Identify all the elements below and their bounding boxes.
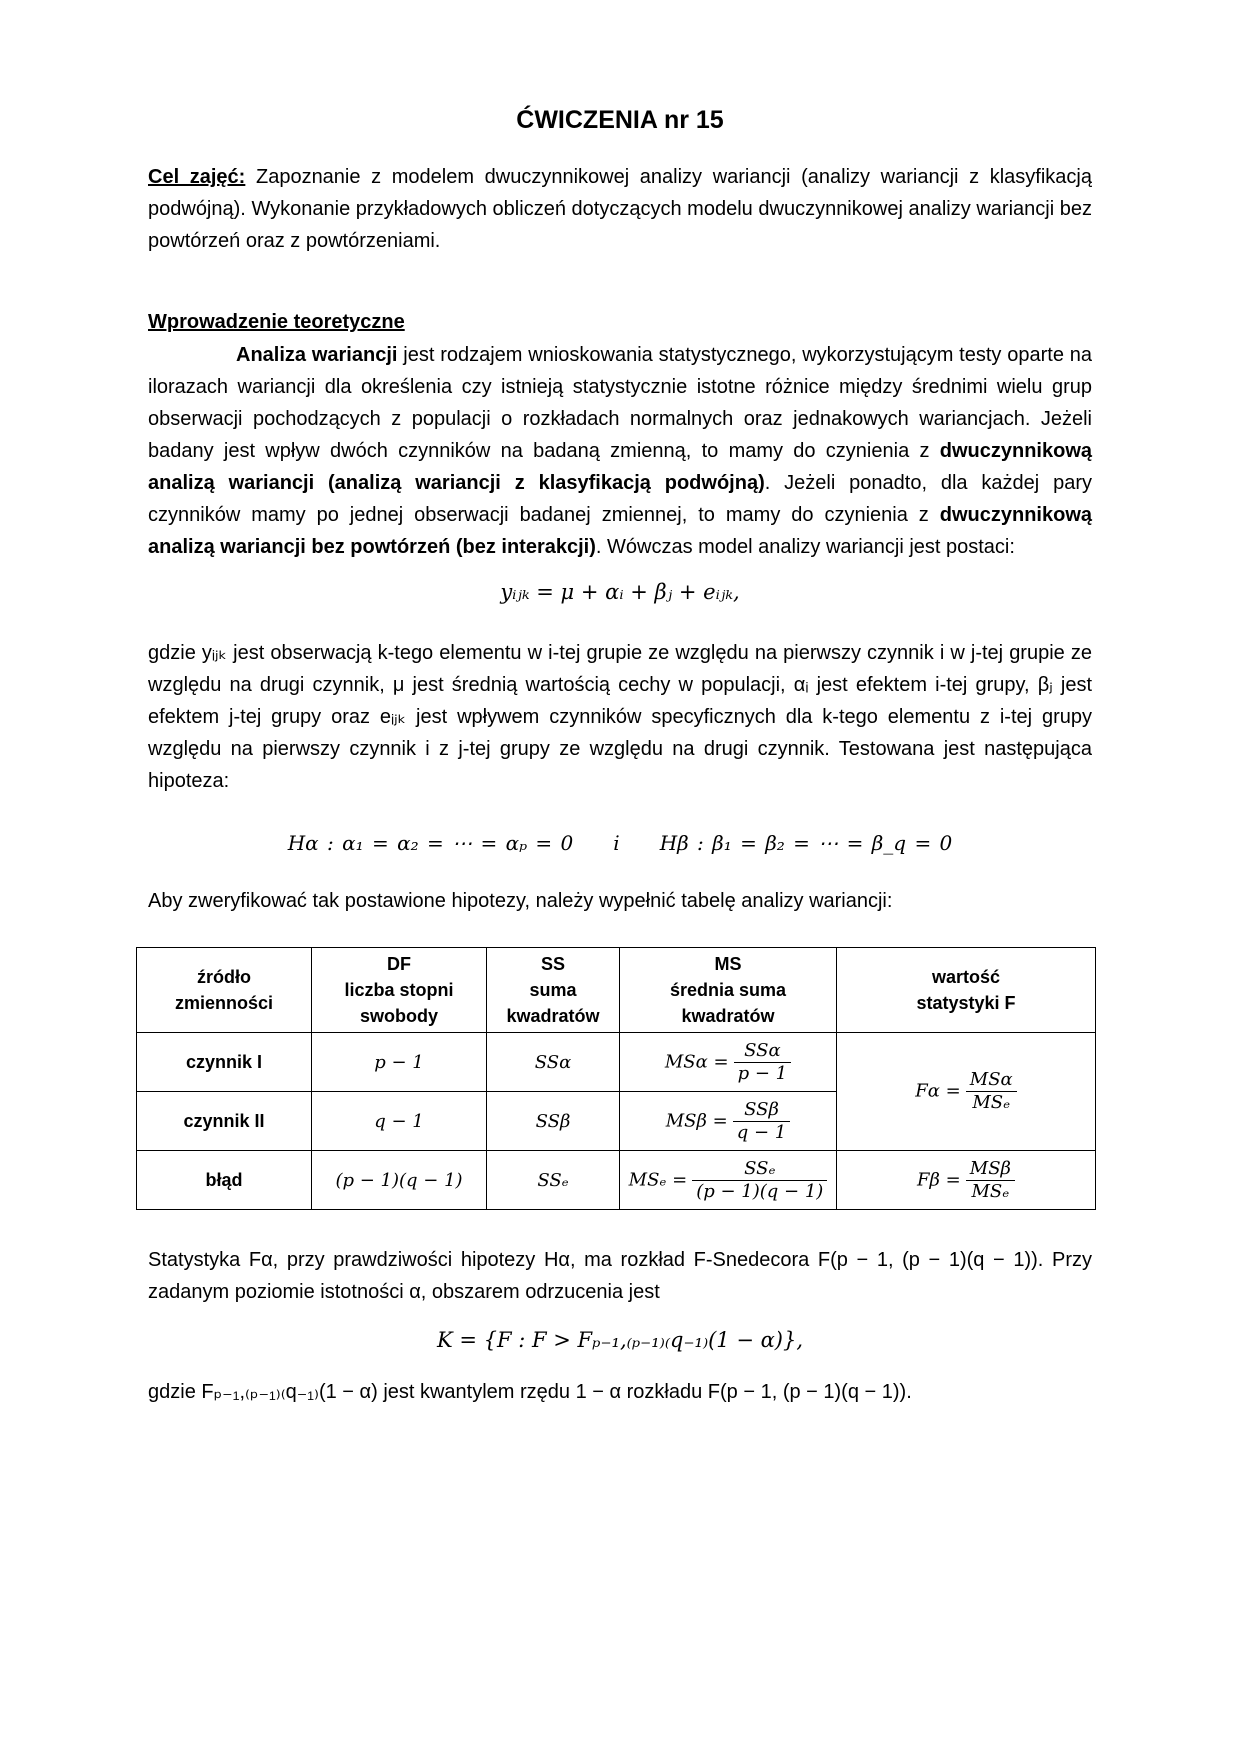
row-df: p − 1 <box>312 1033 487 1092</box>
row-source: błąd <box>137 1151 312 1210</box>
table-intro: Aby zweryfikować tak postawione hipotezy, należy wypełnić tabelę analizy wariancji: <box>148 890 893 912</box>
critical-region-formula: K = {F : F > Fₚ₋₁,₍ₚ₋₁₎₍q₋₁₎(1 − α)}, <box>436 1328 804 1352</box>
row-ss: SSα <box>487 1033 620 1092</box>
section-heading: Wprowadzenie teoretyczne <box>148 311 405 333</box>
row-ss: SSβ <box>487 1092 620 1151</box>
hypothesis-beta: Hβ : β₁ = β₂ = ⋯ = β_q = 0 <box>659 831 953 855</box>
header-f: wartość statystyki F <box>837 948 1096 1033</box>
table-header-row <box>137 948 1096 1033</box>
row-ms: MSα = $\frac{\text{SSα}}{p - 1}$ <box>620 1033 837 1092</box>
statistic-paragraph: Statystyka Fα, przy prawdziwości hipotezy Hα, ma rozkład F-Snedecora F(p − 1, (p − 1)(q − 1)). Przy zadanym poziomie istotności α, obszarem odrzucenia jest <box>148 1249 1092 1303</box>
hypotheses <box>148 831 1092 855</box>
model-formula: yᵢⱼₖ = μ + αᵢ + βⱼ + eᵢⱼₖ, <box>500 580 740 604</box>
row-source: czynnik I <box>137 1033 312 1092</box>
header-source: źródło zmienności <box>137 948 312 1033</box>
f-beta-cell: Fβ = $\frac{\text{MSβ}}{\text{MSₑ}}$ <box>837 1151 1096 1210</box>
row-source: czynnik II <box>137 1092 312 1151</box>
row-ss: SSₑ <box>487 1151 620 1210</box>
table-row <box>137 1033 1096 1092</box>
row-ms: MSβ = $\frac{\text{SSβ}}{q - 1}$ <box>620 1092 837 1151</box>
document-page <box>148 96 1092 1408</box>
page-title: ĆWICZENIA nr 15 <box>516 106 724 134</box>
hypothesis-conjunction: i <box>613 831 620 855</box>
intro-bold-2: dwuczynnikową analizą wariancji (analizą wariancji z klasyfikacją podwójną) <box>148 440 1092 494</box>
f-alpha-cell: Fα = $\frac{\text{MSα}}{\text{MSₑ}}$ <box>837 1033 1096 1151</box>
intro-text-2: . Jeżeli ponadto, dla każdej pary czynników mamy po jednej obserwacji badanej zmiennej, to mamy do czynienia z <box>148 472 1093 526</box>
intro-text-1: jest rodzajem wnioskowania statystycznego, wykorzystującym testy oparte na ilorazach wariancji dla określenia czy istnieją statystycznie istotne różnice między średnimi wielu grup obserwacji pochodzących z populacji o rozkładach normalnych oraz jednakowych wariancjach. Jeżeli badany jest wpływ dwóch czynników na badaną zmienną, to mamy do czynienia z <box>148 344 1093 462</box>
header-ms: MS średnia suma kwadratów <box>620 948 837 1033</box>
hypothesis-alpha: Hα : α₁ = α₂ = ⋯ = αₚ = 0 <box>287 831 574 855</box>
where-paragraph: gdzie yᵢⱼₖ jest obserwacją k-tego elementu w i-tej grupie ze względu na pierwszy czynnik i w j-tej grupie ze względu na drugi czynnik, μ jest średnią wartością cechy w populacji, αᵢ jest efektem i-tej grupy, βⱼ jest efektem j-tej grupy oraz eᵢⱼₖ jest wpływem czynników specyficznych dla k-tego elementu z i-tej grupy względu na pierwszy czynnik i z j-tej grupy ze względu na drugi czynnik. Testowana jest następująca hipoteza: <box>148 642 1092 792</box>
goal-text: Zapoznanie z modelem dwuczynnikowej analizy wariancji (analizy wariancji z klasyfikacją podwójną). Wykonanie przykładowych obliczeń dotyczących modelu dwuczynnikowej analizy wariancji bez powtórzeń oraz z powtórzeniami. <box>148 166 1092 252</box>
goal-paragraph <box>148 161 1092 257</box>
goal-label: Cel zajęć: <box>148 166 246 188</box>
header-ss: SS suma kwadratów <box>487 948 620 1033</box>
intro-paragraph <box>148 339 1092 563</box>
header-df: DF liczba stopni swobody <box>312 948 487 1033</box>
row-df: q − 1 <box>312 1092 487 1151</box>
quantile-paragraph: gdzie Fₚ₋₁,₍ₚ₋₁₎₍q₋₁₎(1 − α) jest kwantylem rzędu 1 − α rozkładu F(p − 1, (p − 1)(q − 1)). <box>148 1381 912 1403</box>
intro-text-3: . Wówczas model analizy wariancji jest postaci: <box>595 536 1015 558</box>
row-ms: MSₑ = $\frac{\text{SSₑ}}{(p - 1)(q - 1)}$ <box>620 1151 837 1210</box>
intro-bold-1: Analiza wariancji <box>236 344 398 366</box>
table-row <box>137 1151 1096 1210</box>
row-df: (p − 1)(q − 1) <box>312 1151 487 1210</box>
intro-bold-3: dwuczynnikową analizą wariancji bez powtórzeń (bez interakcji) <box>148 504 1092 558</box>
anova-table <box>136 947 1096 1210</box>
